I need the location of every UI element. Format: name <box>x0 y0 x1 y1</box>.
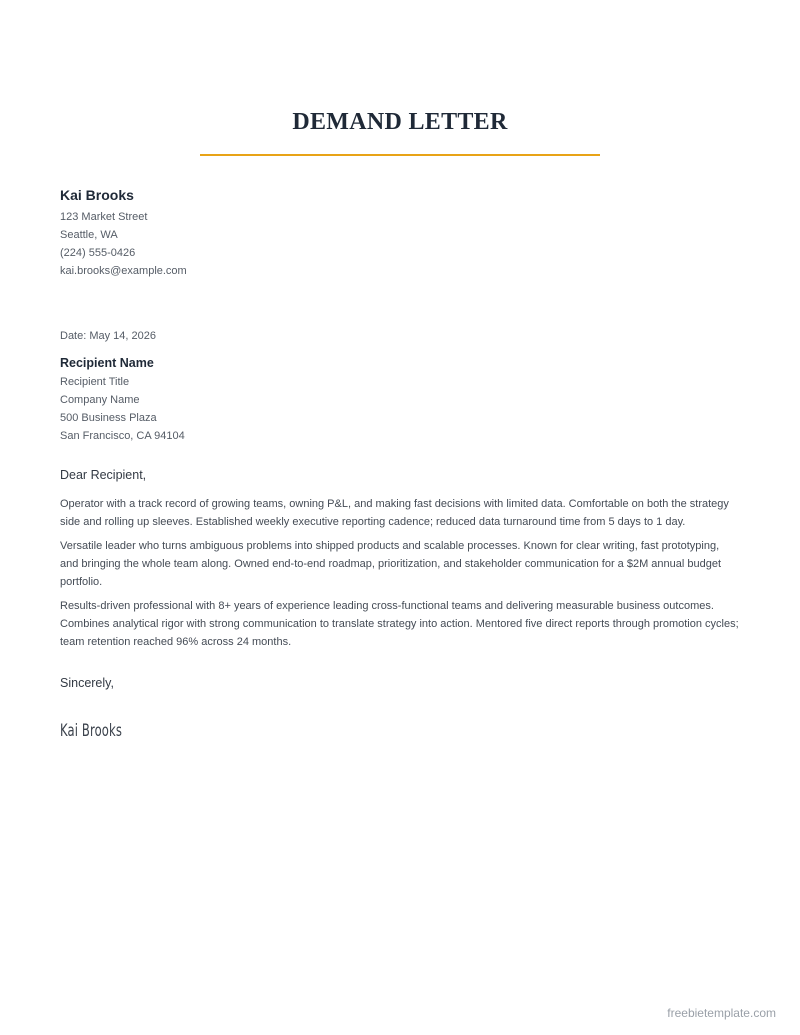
recipient-title: Recipient Title <box>60 376 130 388</box>
sender-name: Kai Brooks <box>60 187 134 203</box>
footer-brand-watermark: freebietemplate.com <box>667 1006 776 1020</box>
closing: Sincerely, <box>60 676 114 690</box>
sender-block <box>60 186 660 280</box>
sender-city: Seattle, WA <box>60 229 118 241</box>
body-paragraph: Versatile leader who turns ambiguous problems into shipped products and scalable processes. Known for clear writing, fast prototyping, and bringing the whole team along. Owned end-to-end roadmap, prioritization, and stakeholder communication for a $2M annual budget portfolio. <box>60 540 722 588</box>
letter-date: Date: May 14, 2026 <box>60 330 157 342</box>
sender-email: kai.brooks@example.com <box>60 265 187 277</box>
title-divider <box>200 154 600 156</box>
recipient-city: San Francisco, CA 94104 <box>60 430 185 442</box>
document-title: DEMAND LETTER <box>292 109 508 135</box>
signature: Kai Brooks <box>60 721 123 741</box>
sender-street: 123 Market Street <box>60 211 148 223</box>
letter-body <box>60 495 740 657</box>
body-paragraph: Operator with a track record of growing teams, owning P&L, and making fast decisions with limited data. Comfortable on both the strategy side and rolling up sleeves. Established weekly executive reporting cadence; reduced data turnaround time from 5 days to 1 day. <box>60 498 729 528</box>
recipient-company: Company Name <box>60 394 140 406</box>
salutation: Dear Recipient, <box>60 468 147 482</box>
recipient-block <box>60 355 660 445</box>
recipient-name: Recipient Name <box>60 356 154 370</box>
sender-phone: (224) 555-0426 <box>60 247 136 259</box>
body-paragraph: Results-driven professional with 8+ years of experience leading cross-functional teams and delivering measurable business outcomes. Combines analytical rigor with strong communication to translate strategy into action. Mentored five direct reports through promotion cycles; team retention reached 96% across 24 months. <box>60 600 739 648</box>
recipient-street: 500 Business Plaza <box>60 412 157 424</box>
